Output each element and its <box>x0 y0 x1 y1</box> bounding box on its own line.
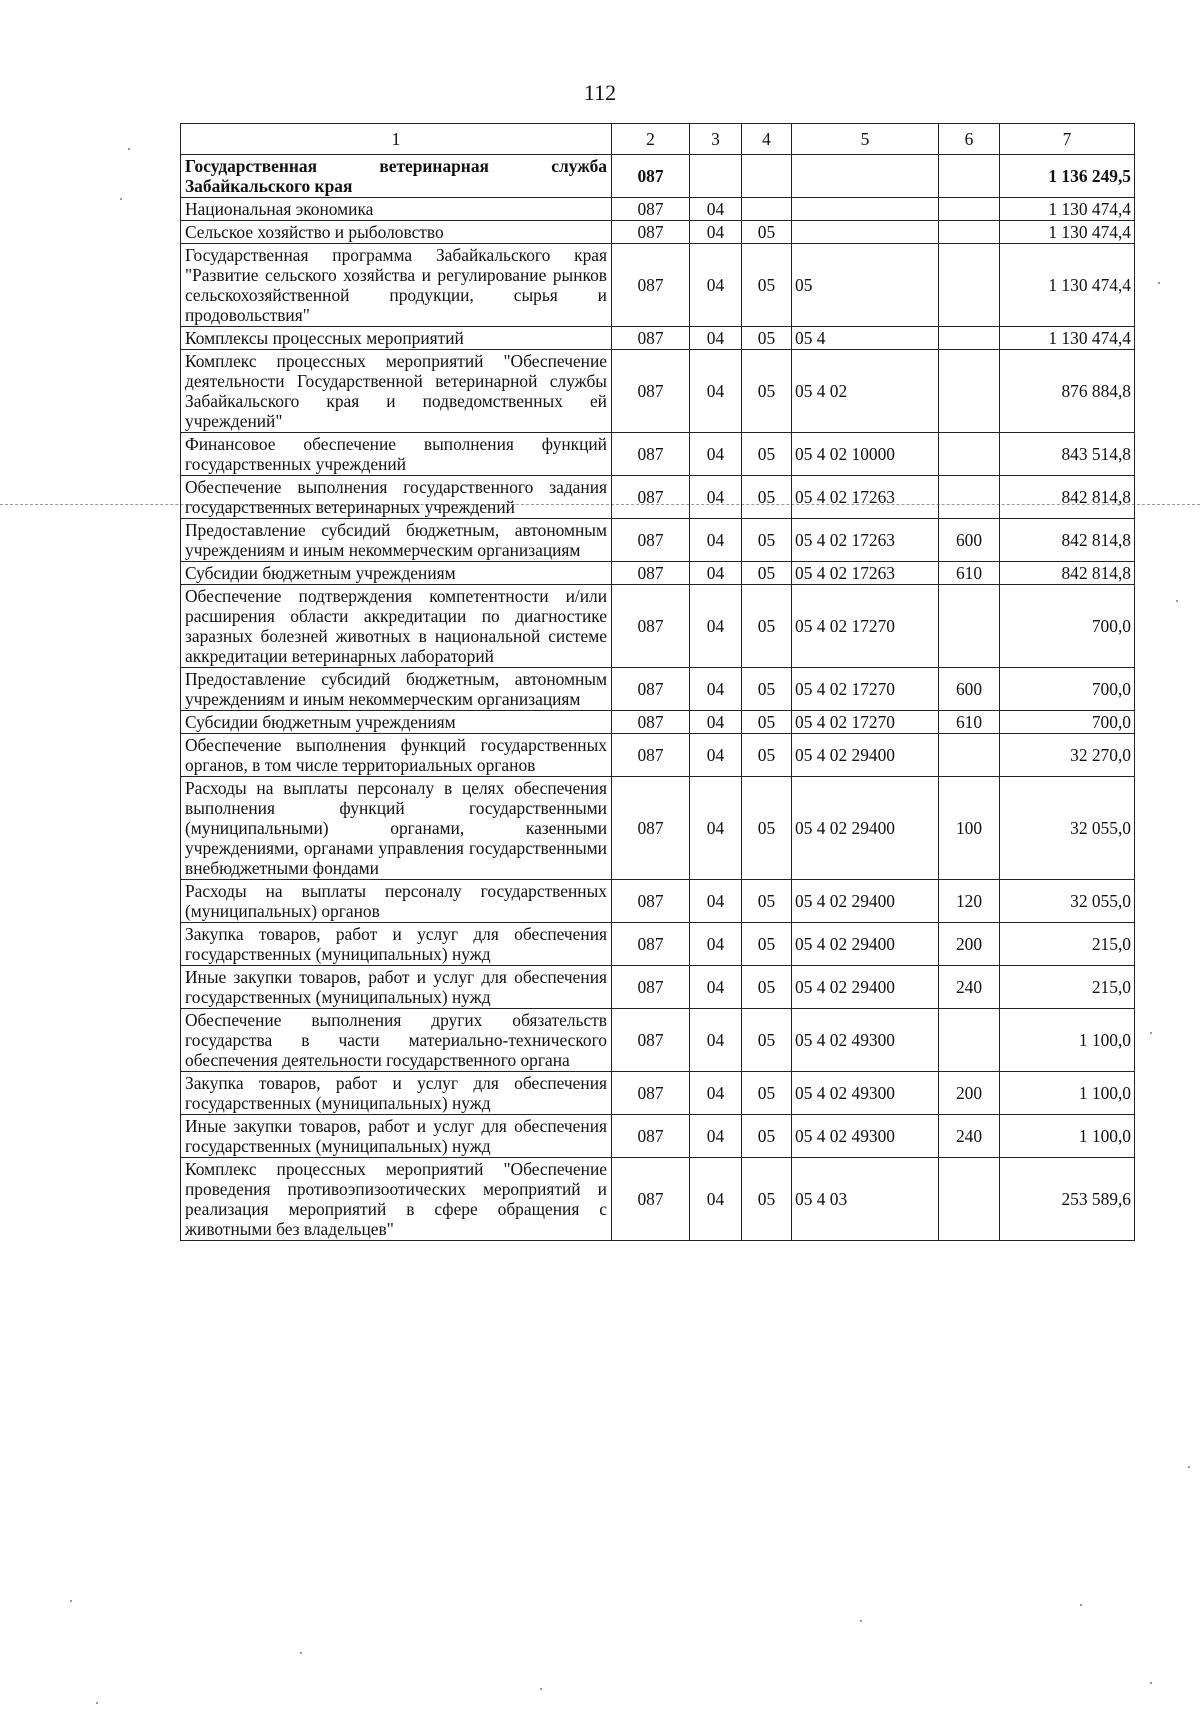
row-expense-type-cell <box>939 155 1000 198</box>
row-ministry-code-cell: 087 <box>612 880 690 923</box>
scan-speck <box>70 1600 72 1602</box>
row-section-cell: 04 <box>690 519 742 562</box>
row-target-article-cell: 05 4 02 49300 <box>792 1115 939 1158</box>
table-row <box>181 1158 1135 1241</box>
row-ministry-code-cell: 087 <box>612 198 690 221</box>
row-expense-type-cell <box>939 198 1000 221</box>
table-row <box>181 155 1135 198</box>
row-expense-type-cell <box>939 585 1000 668</box>
table-row <box>181 198 1135 221</box>
row-expense-type-cell: 610 <box>939 711 1000 734</box>
row-expense-type-cell: 610 <box>939 562 1000 585</box>
row-section-cell: 04 <box>690 244 742 327</box>
row-section-cell: 04 <box>690 1115 742 1158</box>
row-subsection-cell: 05 <box>742 327 792 350</box>
row-section-cell: 04 <box>690 734 742 777</box>
table-row <box>181 711 1135 734</box>
scan-speck <box>860 1620 862 1622</box>
column-header-5: 5 <box>792 124 939 155</box>
column-header-7: 7 <box>1000 124 1135 155</box>
row-amount-cell: 215,0 <box>1000 923 1135 966</box>
row-subsection-cell <box>742 155 792 198</box>
row-section-cell: 04 <box>690 1009 742 1072</box>
row-expense-type-cell: 600 <box>939 519 1000 562</box>
row-target-article-cell: 05 4 02 17270 <box>792 668 939 711</box>
row-amount-cell: 32 270,0 <box>1000 734 1135 777</box>
row-amount-cell: 253 589,6 <box>1000 1158 1135 1241</box>
row-subsection-cell: 05 <box>742 1009 792 1072</box>
row-subsection-cell: 05 <box>742 585 792 668</box>
row-name-cell: Обеспечение выполнения других обязательств государства в части материально-технического обеспечения деятельности государственного органа <box>181 1009 612 1072</box>
row-target-article-cell: 05 4 02 <box>792 350 939 433</box>
row-target-article-cell: 05 4 02 10000 <box>792 433 939 476</box>
row-amount-cell: 700,0 <box>1000 668 1135 711</box>
row-ministry-code-cell: 087 <box>612 1115 690 1158</box>
budget-table <box>180 123 1135 1241</box>
row-target-article-cell: 05 4 02 49300 <box>792 1009 939 1072</box>
row-expense-type-cell <box>939 433 1000 476</box>
row-ministry-code-cell: 087 <box>612 350 690 433</box>
row-amount-cell: 843 514,8 <box>1000 433 1135 476</box>
table-row <box>181 476 1135 519</box>
table-row <box>181 734 1135 777</box>
table-row <box>181 327 1135 350</box>
row-section-cell: 04 <box>690 1158 742 1241</box>
row-name-cell: Национальная экономика <box>181 198 612 221</box>
row-section-cell: 04 <box>690 198 742 221</box>
table-row <box>181 777 1135 880</box>
row-ministry-code-cell: 087 <box>612 327 690 350</box>
scan-speck <box>120 198 122 200</box>
row-expense-type-cell: 600 <box>939 668 1000 711</box>
row-expense-type-cell: 200 <box>939 1072 1000 1115</box>
row-target-article-cell: 05 4 02 17270 <box>792 711 939 734</box>
table-row <box>181 1072 1135 1115</box>
column-header-6: 6 <box>939 124 1000 155</box>
row-name-cell: Обеспечение выполнения государственного задания государственных ветеринарных учреждений <box>181 476 612 519</box>
row-ministry-code-cell: 087 <box>612 1158 690 1241</box>
row-amount-cell: 215,0 <box>1000 966 1135 1009</box>
row-name-cell: Комплекс процессных мероприятий "Обеспечение деятельности Государственной ветеринарной службы Забайкальского края и подведомственных ей учреждений" <box>181 350 612 433</box>
row-section-cell: 04 <box>690 923 742 966</box>
row-amount-cell: 842 814,8 <box>1000 476 1135 519</box>
row-target-article-cell: 05 4 02 29400 <box>792 734 939 777</box>
row-target-article-cell: 05 4 02 17263 <box>792 476 939 519</box>
row-amount-cell: 32 055,0 <box>1000 777 1135 880</box>
row-ministry-code-cell: 087 <box>612 519 690 562</box>
row-target-article-cell: 05 4 02 29400 <box>792 777 939 880</box>
row-section-cell: 04 <box>690 433 742 476</box>
table-row <box>181 350 1135 433</box>
table-body <box>181 155 1135 1241</box>
row-ministry-code-cell: 087 <box>612 1072 690 1115</box>
row-target-article-cell: 05 <box>792 244 939 327</box>
row-target-article-cell: 05 4 02 29400 <box>792 966 939 1009</box>
scan-speck <box>1176 600 1178 602</box>
table-row <box>181 923 1135 966</box>
row-amount-cell: 842 814,8 <box>1000 562 1135 585</box>
row-subsection-cell: 05 <box>742 711 792 734</box>
row-expense-type-cell <box>939 1009 1000 1072</box>
row-name-cell: Иные закупки товаров, работ и услуг для обеспечения государственных (муниципальных) нужд <box>181 966 612 1009</box>
table-row <box>181 668 1135 711</box>
table-row <box>181 966 1135 1009</box>
row-subsection-cell: 05 <box>742 966 792 1009</box>
table-row <box>181 562 1135 585</box>
row-expense-type-cell <box>939 327 1000 350</box>
row-subsection-cell: 05 <box>742 562 792 585</box>
table-row <box>181 244 1135 327</box>
row-ministry-code-cell: 087 <box>612 966 690 1009</box>
table-row <box>181 1115 1135 1158</box>
row-target-article-cell: 05 4 02 17263 <box>792 562 939 585</box>
row-section-cell: 04 <box>690 668 742 711</box>
row-name-cell: Предоставление субсидий бюджетным, автономным учреждениям и иным некоммерческим организациям <box>181 668 612 711</box>
row-name-cell: Комплексы процессных мероприятий <box>181 327 612 350</box>
row-section-cell: 04 <box>690 350 742 433</box>
row-section-cell: 04 <box>690 476 742 519</box>
row-section-cell: 04 <box>690 327 742 350</box>
row-name-cell: Обеспечение выполнения функций государственных органов, в том числе территориальных органов <box>181 734 612 777</box>
row-target-article-cell: 05 4 03 <box>792 1158 939 1241</box>
row-subsection-cell: 05 <box>742 476 792 519</box>
table-row <box>181 519 1135 562</box>
row-amount-cell: 1 130 474,4 <box>1000 327 1135 350</box>
row-name-cell: Комплекс процессных мероприятий "Обеспечение проведения противоэпизоотических мероприятий и реализация мероприятий в сфере обращения с животными без владельцев" <box>181 1158 612 1241</box>
row-amount-cell: 1 100,0 <box>1000 1072 1135 1115</box>
column-header-2: 2 <box>612 124 690 155</box>
row-ministry-code-cell: 087 <box>612 777 690 880</box>
row-name-cell: Государственная программа Забайкальского края "Развитие сельского хозяйства и регулирование рынков сельскохозяйственной продукции, сырья и продовольствия" <box>181 244 612 327</box>
scan-speck <box>96 1702 98 1704</box>
scan-speck <box>1150 1682 1152 1684</box>
scan-speck <box>128 148 130 150</box>
row-name-cell: Субсидии бюджетным учреждениям <box>181 562 612 585</box>
row-expense-type-cell: 200 <box>939 923 1000 966</box>
row-target-article-cell: 05 4 02 29400 <box>792 923 939 966</box>
row-ministry-code-cell: 087 <box>612 668 690 711</box>
row-amount-cell: 1 100,0 <box>1000 1009 1135 1072</box>
row-ministry-code-cell: 087 <box>612 562 690 585</box>
row-subsection-cell: 05 <box>742 668 792 711</box>
row-expense-type-cell <box>939 350 1000 433</box>
scan-speck <box>1080 1604 1082 1606</box>
row-name-cell: Расходы на выплаты персоналу государственных (муниципальных) органов <box>181 880 612 923</box>
row-name-cell: Закупка товаров, работ и услуг для обеспечения государственных (муниципальных) нужд <box>181 923 612 966</box>
row-section-cell: 04 <box>690 221 742 244</box>
row-amount-cell: 1 130 474,4 <box>1000 244 1135 327</box>
row-expense-type-cell: 240 <box>939 966 1000 1009</box>
row-expense-type-cell: 240 <box>939 1115 1000 1158</box>
row-name-cell: Субсидии бюджетным учреждениям <box>181 711 612 734</box>
row-name-cell: Обеспечение подтверждения компетентности и/или расширения области аккредитации по диагностике заразных болезней животных в национальной системе аккредитации ветеринарных лабораторий <box>181 585 612 668</box>
row-subsection-cell: 05 <box>742 221 792 244</box>
row-name-cell: Иные закупки товаров, работ и услуг для обеспечения государственных (муниципальных) нужд <box>181 1115 612 1158</box>
row-subsection-cell: 05 <box>742 519 792 562</box>
row-subsection-cell: 05 <box>742 923 792 966</box>
table-row <box>181 585 1135 668</box>
row-section-cell: 04 <box>690 711 742 734</box>
row-subsection-cell: 05 <box>742 880 792 923</box>
row-amount-cell: 876 884,8 <box>1000 350 1135 433</box>
row-amount-cell: 1 130 474,4 <box>1000 198 1135 221</box>
row-amount-cell: 32 055,0 <box>1000 880 1135 923</box>
row-section-cell: 04 <box>690 1072 742 1115</box>
row-subsection-cell: 05 <box>742 1158 792 1241</box>
table-header-row <box>181 124 1135 155</box>
row-amount-cell: 1 130 474,4 <box>1000 221 1135 244</box>
scan-speck <box>540 1688 542 1690</box>
column-header-1: 1 <box>181 124 612 155</box>
row-name-cell: Расходы на выплаты персоналу в целях обеспечения выполнения функций государственными (муниципальными) органами, казенными учреждениями, органами управления государственными внебюджетными фондами <box>181 777 612 880</box>
row-ministry-code-cell: 087 <box>612 433 690 476</box>
row-section-cell: 04 <box>690 585 742 668</box>
scan-speck <box>1188 1466 1190 1468</box>
row-expense-type-cell <box>939 476 1000 519</box>
row-amount-cell: 842 814,8 <box>1000 519 1135 562</box>
row-subsection-cell: 05 <box>742 777 792 880</box>
row-section-cell: 04 <box>690 880 742 923</box>
scan-speck <box>1158 282 1160 284</box>
row-amount-cell: 1 100,0 <box>1000 1115 1135 1158</box>
row-name-cell: Государственная ветеринарная служба Забайкальского края <box>181 155 612 198</box>
row-subsection-cell: 05 <box>742 433 792 476</box>
row-expense-type-cell <box>939 221 1000 244</box>
row-ministry-code-cell: 087 <box>612 734 690 777</box>
row-amount-cell: 1 136 249,5 <box>1000 155 1135 198</box>
scan-speck <box>300 1652 302 1654</box>
row-target-article-cell <box>792 221 939 244</box>
row-expense-type-cell <box>939 244 1000 327</box>
row-expense-type-cell <box>939 1158 1000 1241</box>
row-amount-cell: 700,0 <box>1000 711 1135 734</box>
row-target-article-cell: 05 4 02 17263 <box>792 519 939 562</box>
row-subsection-cell <box>742 198 792 221</box>
row-subsection-cell: 05 <box>742 1072 792 1115</box>
row-target-article-cell: 05 4 02 49300 <box>792 1072 939 1115</box>
row-target-article-cell <box>792 155 939 198</box>
row-ministry-code-cell: 087 <box>612 1009 690 1072</box>
row-ministry-code-cell: 087 <box>612 476 690 519</box>
row-target-article-cell: 05 4 02 29400 <box>792 880 939 923</box>
row-section-cell: 04 <box>690 562 742 585</box>
row-section-cell <box>690 155 742 198</box>
column-header-3: 3 <box>690 124 742 155</box>
table-row <box>181 433 1135 476</box>
row-ministry-code-cell: 087 <box>612 711 690 734</box>
row-subsection-cell: 05 <box>742 734 792 777</box>
page-number: 112 <box>583 80 617 105</box>
row-amount-cell: 700,0 <box>1000 585 1135 668</box>
table-row <box>181 221 1135 244</box>
row-subsection-cell: 05 <box>742 244 792 327</box>
row-section-cell: 04 <box>690 966 742 1009</box>
row-expense-type-cell: 100 <box>939 777 1000 880</box>
row-subsection-cell: 05 <box>742 1115 792 1158</box>
row-ministry-code-cell: 087 <box>612 155 690 198</box>
row-ministry-code-cell: 087 <box>612 585 690 668</box>
row-expense-type-cell <box>939 734 1000 777</box>
row-name-cell: Закупка товаров, работ и услуг для обеспечения государственных (муниципальных) нужд <box>181 1072 612 1115</box>
row-expense-type-cell: 120 <box>939 880 1000 923</box>
row-ministry-code-cell: 087 <box>612 923 690 966</box>
row-target-article-cell: 05 4 <box>792 327 939 350</box>
table-row <box>181 1009 1135 1072</box>
row-name-cell: Предоставление субсидий бюджетным, автономным учреждениям и иным некоммерческим организациям <box>181 519 612 562</box>
row-name-cell: Финансовое обеспечение выполнения функций государственных учреждений <box>181 433 612 476</box>
column-header-4: 4 <box>742 124 792 155</box>
table-row <box>181 880 1135 923</box>
row-ministry-code-cell: 087 <box>612 221 690 244</box>
row-target-article-cell <box>792 198 939 221</box>
row-section-cell: 04 <box>690 777 742 880</box>
row-subsection-cell: 05 <box>742 350 792 433</box>
row-target-article-cell: 05 4 02 17270 <box>792 585 939 668</box>
row-ministry-code-cell: 087 <box>612 244 690 327</box>
scan-speck <box>1150 1032 1152 1034</box>
row-name-cell: Сельское хозяйство и рыболовство <box>181 221 612 244</box>
